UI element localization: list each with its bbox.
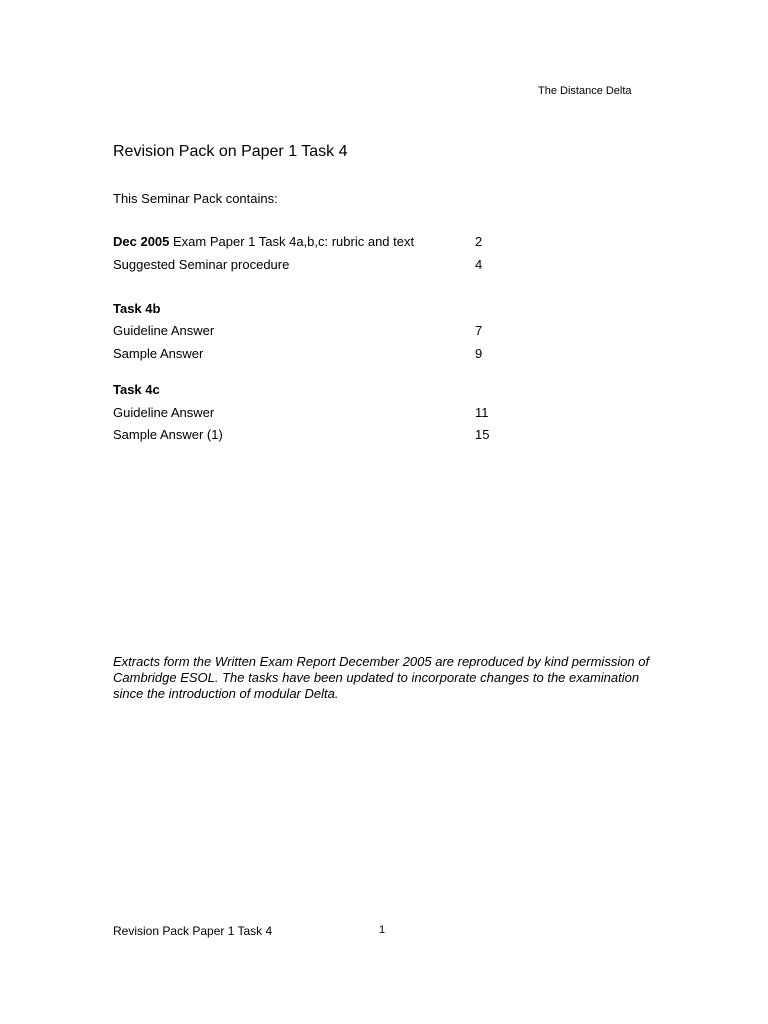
contents-row-4c-guideline [113,405,513,423]
section-heading-task-4c: Task 4c [113,382,160,397]
intro-text: This Seminar Pack contains: [113,191,278,206]
contents-label-bold: Dec 2005 [113,234,170,249]
contents-row-4b-sample [113,346,513,364]
contents-label: Guideline Answer [113,323,215,338]
contents-page-number: 9 [475,346,483,361]
contents-row-exam-paper [113,234,513,252]
contents-label: Sample Answer (1) [113,427,223,442]
contents-page-number: 15 [475,427,490,442]
footer-document-title: Revision Pack Paper 1 Task 4 [113,924,273,938]
footer-page-number: 1 [379,924,386,936]
contents-label [113,234,414,249]
section-heading-task-4b: Task 4b [113,301,161,316]
page-title: Revision Pack on Paper 1 Task 4 [113,143,348,160]
contents-label: Suggested Seminar procedure [113,257,290,272]
contents-row-4b-guideline [113,323,513,341]
contents-label: Guideline Answer [113,405,215,420]
contents-label: Sample Answer [113,346,204,361]
contents-label-text: Exam Paper 1 Task 4a,b,c: rubric and text [169,234,415,249]
contents-page-number: 11 [475,405,489,420]
contents-page-number: 7 [475,323,483,338]
contents-row-4c-sample [113,427,513,445]
contents-row-seminar-procedure [113,257,513,275]
footnote-permission: Extracts form the Written Exam Report December 2005 are reproduced by kind permission of Cambridge ESOL. The tasks have been updated to incorporate changes to the examination since the introduction of modular Delta. [113,654,650,701]
header-organization: The Distance Delta [538,85,632,97]
contents-page-number: 2 [475,234,483,249]
contents-page-number: 4 [475,257,483,272]
